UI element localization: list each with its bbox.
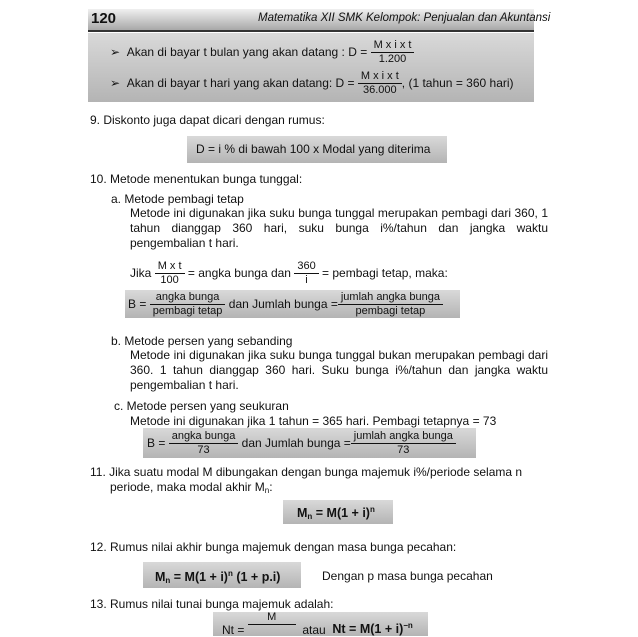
formula-nt2 <box>332 621 412 636</box>
subscript: n <box>264 486 270 495</box>
formula-fraction <box>371 39 415 65</box>
formula-fraction <box>358 70 402 96</box>
method-b-desc: Metode ini digunakan jika suku bunga tunggal bukan merupakan pembagi dari 360. 1 tahun dianggap 360 hari. Suku bunga i%/tahun dan jangka waktu pengembalian t hari. <box>130 348 548 392</box>
bullet-text: Akan di bayar t hari yang akan datang: D = <box>126 76 355 90</box>
arrow-bullet-icon: ➢ <box>110 45 121 59</box>
fraction-360-i <box>294 260 318 286</box>
jika-text: Jika <box>130 266 152 280</box>
method-a-definition <box>130 256 448 290</box>
item-11-label-line1: 11. Jika suatu modal M dibungakan dengan bunga majemuk i%/periode selama n <box>90 465 523 479</box>
formula-nilai-tunai <box>222 611 413 637</box>
jumlah-bunga-text: dan Jumlah bunga = <box>228 297 338 311</box>
b-equals: B = <box>128 297 147 311</box>
fraction-numerator: M <box>248 611 296 625</box>
method-a-title: a. Metode pembagi tetap <box>111 192 244 206</box>
subscript: n <box>307 512 313 521</box>
fraction-numerator: angka bunga <box>150 291 226 305</box>
item-10-label: 10. Metode menentukan bunga tunggal: <box>90 172 303 186</box>
fraction-denominator: 73 <box>197 443 210 456</box>
item-12-label: 12. Rumus nilai akhir bunga majemuk dengan masa bunga pecahan: <box>90 540 457 554</box>
superscript: n <box>227 569 233 578</box>
superscript: n <box>369 505 375 514</box>
formula-pembagi-tetap <box>128 288 443 320</box>
formula-text: Nt = M(1 + i) <box>332 622 404 636</box>
item-13-label: 13. Rumus nilai tunai bunga majemuk adalah: <box>90 597 334 611</box>
fraction-numerator: M x t <box>155 260 185 274</box>
fraction-numerator: M x i x t <box>371 39 415 53</box>
fraction-jumlah <box>338 291 443 317</box>
method-c-title: c. Metode persen yang seukuran <box>114 399 289 413</box>
formula-pecahan <box>155 569 280 585</box>
formula-text: = M(1 + i) <box>170 570 228 584</box>
fraction-b <box>150 291 226 317</box>
fraction-denominator: 36.000 <box>363 83 397 96</box>
method-b-title: b. Metode persen yang sebanding <box>111 334 293 348</box>
formula-text: (1 + p.i) <box>232 570 281 584</box>
nt-equals: Nt = <box>222 623 245 637</box>
fraction-numerator: jumlah angka bunga <box>338 291 443 305</box>
arrow-bullet-icon: ➢ <box>110 76 121 90</box>
bullet-item-hari <box>110 67 535 99</box>
pembagi-tetap-text: = pembagi tetap, maka: <box>322 266 448 280</box>
item-11-label-line2 <box>110 480 273 495</box>
subscript: n <box>165 576 171 585</box>
method-a-desc: Metode ini digunakan jika suku bunga tunggal merupakan pembagi dari 360, 1 tahun dianggap 360 hari, suku bunga i%/tahun dan jangka waktu pengembalian t hari. <box>130 206 548 250</box>
b-equals: B = <box>147 436 166 450</box>
label-text: periode, maka modal akhir M <box>110 480 265 494</box>
angka-bunga-text: = angka bunga dan <box>187 266 291 280</box>
page-number: 120 <box>91 10 117 27</box>
label-text: : <box>269 480 273 494</box>
method-c-desc: Metode ini digunakan jika 1 tahun = 365 hari. Pembagi tetapnya = 73 <box>130 414 497 428</box>
running-title: Matematika XII SMK Kelompok: Penjualan dan Akuntansi <box>258 12 551 24</box>
formula-text: M <box>297 506 308 520</box>
fraction-nt <box>248 611 296 625</box>
item-9-label: 9. Diskonto juga dapat dicari dengan rumus: <box>90 113 325 127</box>
fraction-numerator: 360 <box>294 260 318 274</box>
fraction-numerator: jumlah angka bunga <box>351 430 456 444</box>
formula-text: M <box>155 570 166 584</box>
fraction-denominator: pembagi tetap <box>355 304 426 317</box>
atau-text: atau <box>302 623 326 637</box>
fraction-b <box>169 430 239 456</box>
fraction-denominator: 100 <box>160 273 179 286</box>
formula-seukuran <box>147 427 456 459</box>
fraction-mxt <box>155 260 185 286</box>
bullet-text: Akan di bayar t bulan yang akan datang : D = <box>126 45 368 59</box>
formula-text: = M(1 + i) <box>312 506 370 520</box>
superscript: −n <box>403 621 413 630</box>
formula-modal-akhir <box>297 505 375 521</box>
bullet-note: , (1 tahun = 360 hari) <box>401 76 514 90</box>
fraction-denominator: 1.200 <box>378 52 407 65</box>
formula-diskonto: D = i % di bawah 100 x Modal yang diterima <box>196 142 431 156</box>
jumlah-bunga-text: dan Jumlah bunga = <box>241 436 351 450</box>
fraction-numerator: angka bunga <box>169 430 239 444</box>
fraction-denominator: 73 <box>397 443 410 456</box>
fraction-denominator: pembagi tetap <box>152 304 223 317</box>
pecahan-note: Dengan p masa bunga pecahan <box>322 569 493 583</box>
fraction-jumlah <box>351 430 456 456</box>
fraction-denominator: i <box>305 273 308 286</box>
bullet-item-bulan <box>110 36 530 68</box>
fraction-numerator: M x i x t <box>358 70 402 84</box>
